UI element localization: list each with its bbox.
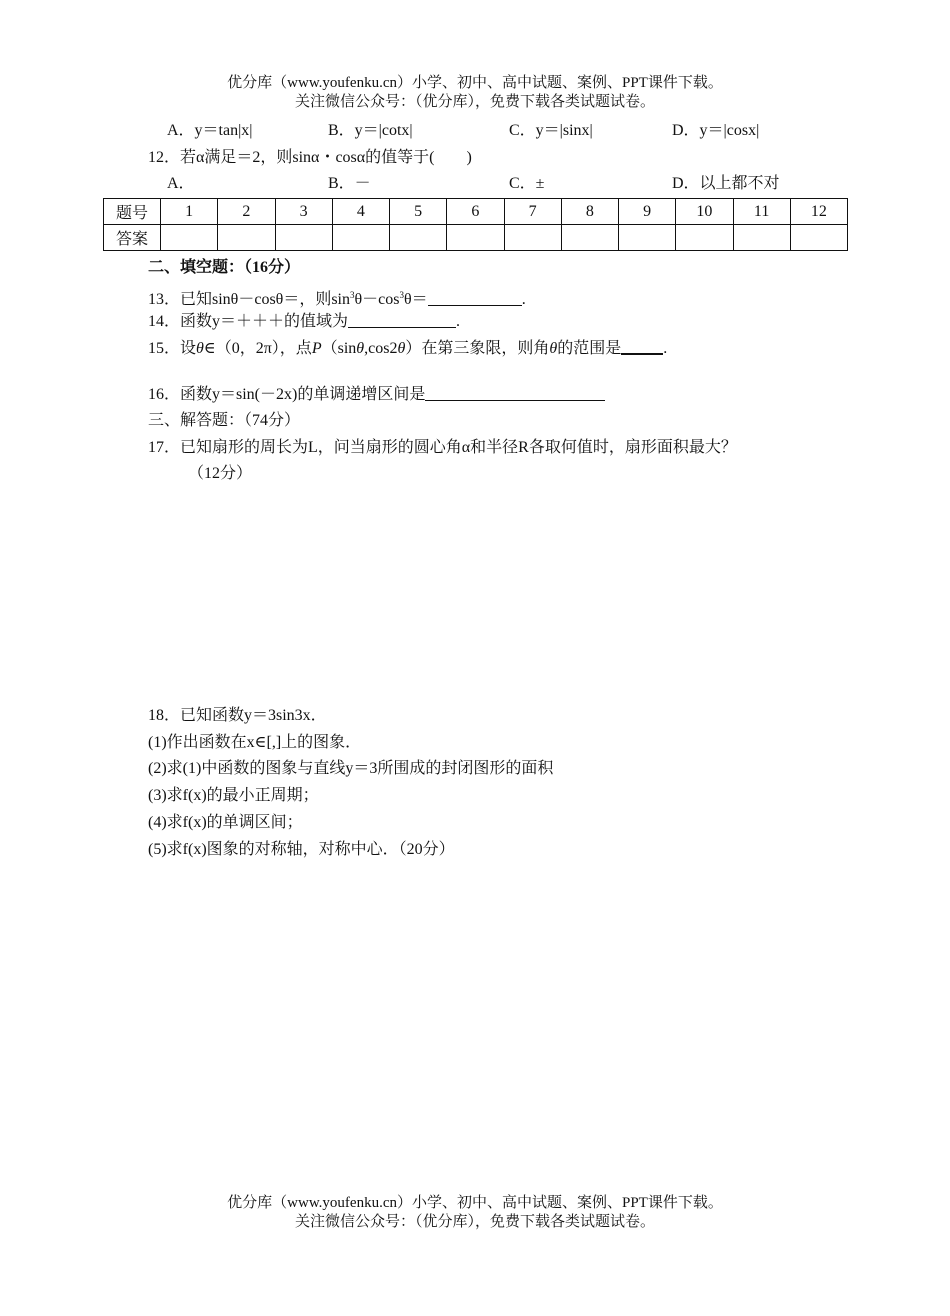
table-number-cell: 8 xyxy=(561,199,618,225)
table-label-question-number: 题号 xyxy=(104,199,161,225)
table-number-cell: 10 xyxy=(676,199,733,225)
answer-cell[interactable] xyxy=(733,225,790,251)
q13-answer-blank[interactable] xyxy=(428,290,522,306)
table-number-cell: 11 xyxy=(733,199,790,225)
q14 xyxy=(148,312,460,332)
q18-part-3: (3)求f(x)的最小正周期； xyxy=(148,787,319,804)
table-number-cell: 12 xyxy=(790,199,847,225)
q16-answer-blank[interactable] xyxy=(425,385,605,401)
q13-text-b: θ－cos xyxy=(354,291,400,308)
answer-cell[interactable] xyxy=(275,225,332,251)
footer-line-2: 关注微信公众号：（优分库），免费下载各类试题试卷。 xyxy=(294,1214,655,1230)
q14-text: 14．函数y＝＋＋＋的值域为 xyxy=(148,313,349,330)
table-number-cell: 7 xyxy=(504,199,561,225)
answer-cell[interactable] xyxy=(161,225,218,251)
q15-end: . xyxy=(663,340,668,357)
q11-option-c: C．y＝|sinx| xyxy=(509,122,593,139)
table-number-cell: 9 xyxy=(619,199,676,225)
answer-cell[interactable] xyxy=(504,225,561,251)
q13-text-a: 13．已知sinθ－cosθ＝，则sin xyxy=(148,291,351,308)
q14-end: . xyxy=(456,313,461,330)
q15-text-b: ∈（0，2π），点 xyxy=(203,340,312,357)
q15-text-c: （sin xyxy=(321,340,357,357)
q16-text: 16．函数y＝sin(－2x)的单调递增区间是 xyxy=(148,386,426,403)
q13 xyxy=(148,285,526,310)
q12-option-c: C．± xyxy=(509,175,545,192)
q15-text-f: 的范围是 xyxy=(557,340,622,357)
q13-text-c: θ＝ xyxy=(404,291,428,308)
answer-cell[interactable] xyxy=(676,225,733,251)
q13-end: . xyxy=(521,291,526,308)
q15-theta: θ xyxy=(549,340,558,357)
section-2-title: 二、填空题：（16分） xyxy=(148,259,301,276)
q18-part-1: (1)作出函数在x∈[,]上的图象． xyxy=(148,734,362,751)
q16 xyxy=(148,385,605,405)
footer-line-1: 优分库（www.youfenku.cn）小学、初中、高中试题、案例、PPT课件下载。 xyxy=(227,1195,723,1211)
q15-text-d: ,cos2 xyxy=(364,340,398,357)
q18-part-2: (2)求(1)中函数的图象与直线y＝3所围成的封闭图形的面积 xyxy=(148,760,554,777)
q15-answer-blank[interactable] xyxy=(621,338,663,355)
q15-point-p: P xyxy=(311,340,322,357)
answer-cell[interactable] xyxy=(561,225,618,251)
q11-option-d: D．y＝|cosx| xyxy=(672,122,760,139)
table-label-answer: 答案 xyxy=(104,225,161,251)
table-number-cell: 1 xyxy=(161,199,218,225)
answer-cell[interactable] xyxy=(332,225,389,251)
answer-cell[interactable] xyxy=(790,225,847,251)
q13-superscript-2: 3 xyxy=(399,290,405,300)
q18-part-5: (5)求f(x)图象的对称轴，对称中心．（20分） xyxy=(148,841,455,858)
q11-option-a: A．y＝tan|x| xyxy=(167,122,253,139)
q12-option-b: B．－ xyxy=(328,175,371,192)
q13-superscript-1: 3 xyxy=(350,290,355,300)
q11-option-b: B．y＝|cotx| xyxy=(328,122,413,139)
table-number-cell: 6 xyxy=(447,199,504,225)
q15 xyxy=(148,338,667,359)
q17-line-2: （12分） xyxy=(188,465,253,482)
answer-table-answer-row xyxy=(104,225,848,251)
answer-cell[interactable] xyxy=(619,225,676,251)
q14-answer-blank[interactable] xyxy=(348,312,456,328)
answer-cell[interactable] xyxy=(447,225,504,251)
table-number-cell: 2 xyxy=(218,199,275,225)
q15-theta: θ xyxy=(356,340,365,357)
q12-stem: 12．若α满足＝2，则sinα・cosα的值等于( ) xyxy=(148,149,472,166)
header-line-2: 关注微信公众号：（优分库），免费下载各类试题试卷。 xyxy=(294,94,655,110)
q18-stem: 18．已知函数y＝3sin3x． xyxy=(148,707,327,724)
q12-option-d: D．以上都不对 xyxy=(672,175,780,192)
q15-theta: θ xyxy=(196,340,204,357)
q15-theta: θ xyxy=(397,340,406,357)
answer-cell[interactable] xyxy=(390,225,447,251)
table-number-cell: 3 xyxy=(275,199,332,225)
header-line-1: 优分库（www.youfenku.cn）小学、初中、高中试题、案例、PPT课件下载。 xyxy=(227,75,723,91)
table-number-cell: 5 xyxy=(390,199,447,225)
q17-line-1: 17．已知扇形的周长为L，问当扇形的圆心角α和半径R各取何值时，扇形面积最大？ xyxy=(148,439,737,456)
answer-table-number-row xyxy=(104,199,848,225)
q15-text-e: ）在第三象限，则角 xyxy=(405,340,550,357)
section-3-title: 三、解答题：（74分） xyxy=(148,412,301,429)
q15-text-a: 15．设 xyxy=(148,340,197,357)
q18-part-4: (4)求f(x)的单调区间； xyxy=(148,814,303,831)
answer-cell[interactable] xyxy=(218,225,275,251)
q12-option-a: A． xyxy=(167,175,195,192)
table-number-cell: 4 xyxy=(332,199,389,225)
answer-table xyxy=(103,198,848,251)
